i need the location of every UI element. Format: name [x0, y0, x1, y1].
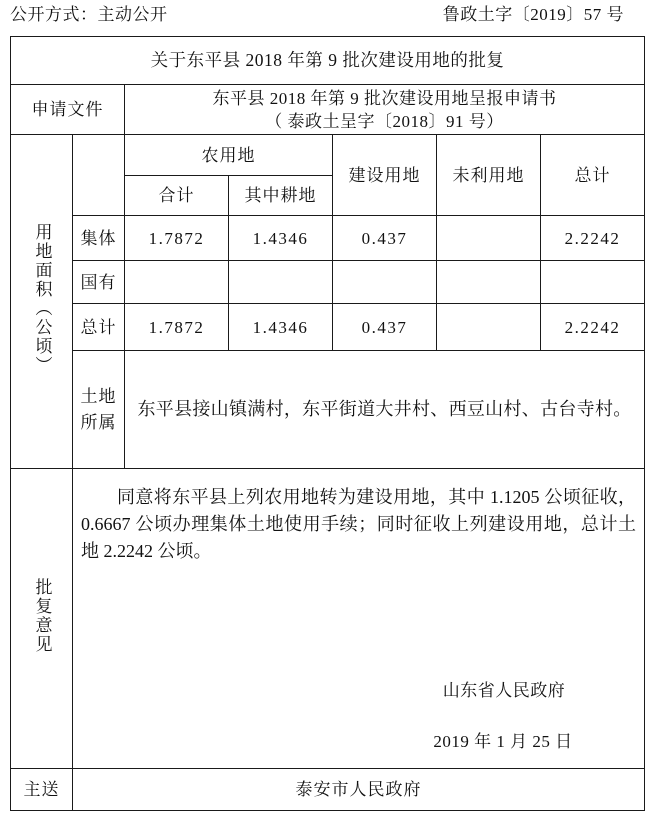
table-row: [11, 304, 645, 351]
approval-row: [11, 469, 645, 769]
cell-total: 2.2242: [541, 304, 645, 351]
issue-date: 2019 年 1 月 25 日: [433, 732, 573, 751]
application-row: [11, 85, 645, 135]
approval-label-text: 批复意见: [32, 577, 52, 654]
cell-agri-cultivated: 1.4346: [229, 216, 333, 261]
table-row: [11, 261, 645, 304]
application-name: 东平县 2018 年第 9 批次建设用地呈报申请书: [212, 88, 557, 108]
land-header-row-1: [11, 135, 645, 176]
row-label-text: 集体: [80, 228, 117, 248]
row-label-collective: [73, 216, 125, 261]
cell-agri-cultivated: 1.4346: [229, 304, 333, 351]
document-title: [11, 37, 645, 85]
recipient-label: [11, 769, 73, 811]
ownership-value: 东平县接山镇满村，东平街道大井村、西豆山村、古台寺村。: [125, 351, 645, 469]
cell-agri-total: [125, 261, 229, 304]
row-label-text: 国有: [80, 272, 117, 292]
ownership-row: [11, 351, 645, 469]
cell-unused: [437, 304, 541, 351]
recipient-label-text: 主送: [23, 780, 60, 799]
cell-construction: 0.437: [333, 216, 437, 261]
recipient-value: 泰安市人民政府: [73, 769, 645, 811]
cell-agri-total: 1.7872: [125, 216, 229, 261]
header-agri-total-text: 合计: [158, 186, 195, 205]
cell-unused: [437, 216, 541, 261]
land-area-label: [11, 135, 73, 469]
approval-label: [11, 469, 73, 769]
cell-agri-total: 1.7872: [125, 304, 229, 351]
approval-text: 同意将东平县上列农用地转为建设用地，其中 1.1205 公顷征收，0.6667 公顷办理集体土地使用手续；同时征收上列建设用地，总计土地 2.2242 公顷。: [81, 487, 637, 561]
cell-construction: [333, 261, 437, 304]
issuer-signature: 山东省人民政府: [442, 681, 566, 700]
land-area-label-text: 用地面积（公顷）: [32, 222, 52, 375]
table-row: [11, 216, 645, 261]
application-reference: （ 泰政土呈字〔2018〕91 号）: [265, 111, 504, 131]
approval-body: [73, 469, 644, 768]
approval-form-table: [10, 36, 645, 811]
cell-total: [541, 261, 645, 304]
document-number: 鲁政土字〔2019〕57 号: [442, 5, 624, 24]
recipient-row: [11, 769, 645, 811]
header-agricultural: [125, 135, 333, 176]
application-label-text: 申请文件: [31, 100, 104, 119]
header-construction: [333, 135, 437, 216]
row-label-sum: [73, 304, 125, 351]
header-total: [541, 135, 645, 216]
row-label-text: 总计: [80, 317, 117, 337]
row-label-state: [73, 261, 125, 304]
title-row: [11, 37, 645, 85]
header-unused: [437, 135, 541, 216]
header-agri-cultivated-text: 其中耕地: [244, 186, 317, 205]
application-label: [11, 85, 125, 135]
cell-agri-cultivated: [229, 261, 333, 304]
header-total-text: 总计: [574, 165, 611, 185]
cell-unused: [437, 261, 541, 304]
header-agri-total: [125, 176, 229, 216]
cell-construction: 0.437: [333, 304, 437, 351]
approval-opinion: [73, 469, 645, 769]
header-agri-cultivated: [229, 176, 333, 216]
header-agricultural-text: 农用地: [201, 145, 256, 165]
land-header-blank: [73, 135, 125, 216]
ownership-label-text: 土地所属: [80, 386, 117, 432]
ownership-label: [73, 351, 125, 469]
cell-total: 2.2242: [541, 216, 645, 261]
disclosure-method: 公开方式：主动公开: [10, 5, 168, 24]
document-title-text: 关于东平县 2018 年第 9 批次建设用地的批复: [150, 50, 505, 70]
application-document: [125, 85, 645, 135]
header-construction-text: 建设用地: [348, 165, 421, 185]
header-unused-text: 未利用地: [452, 165, 525, 185]
